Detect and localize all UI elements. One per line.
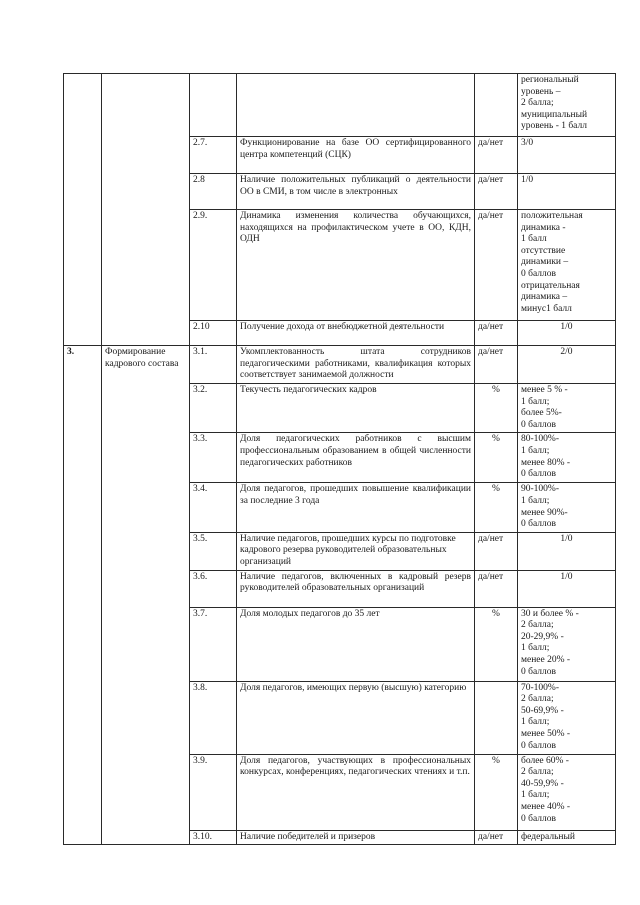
item-unit: да/нет	[475, 137, 518, 174]
score-text: федеральный	[521, 831, 575, 842]
item-description: Функционирование на базе ОО сертифицированного центра компетенций (СЦК)	[237, 137, 475, 174]
item-score	[518, 607, 616, 681]
item-description: Наличие педагогов, включенных в кадровый резерв руководителей образовательных организаций	[237, 570, 475, 607]
item-description: Доля педагогов, прошедших повышение квалификации за последние 3 года	[237, 483, 475, 532]
score-text: 1/0	[560, 533, 573, 544]
item-unit: %	[475, 433, 518, 483]
item-unit: да/нет	[475, 210, 518, 321]
item-unit: да/нет	[475, 321, 518, 346]
item-description: Текучесть педагогических кадров	[237, 384, 475, 433]
score-text: 80-100%- 1 балл; менее 80% - 0 баллов	[521, 434, 571, 480]
item-score	[518, 174, 616, 210]
score-text: 1/0	[560, 322, 573, 332]
item-code: 2.8	[190, 174, 237, 210]
item-unit: да/нет	[475, 570, 518, 607]
item-code: 3.8.	[190, 681, 237, 754]
item-unit	[475, 681, 518, 754]
item-code: 3.10.	[190, 830, 237, 845]
item-unit: да/нет	[475, 346, 518, 384]
item-description: Наличие победителей и призеров	[237, 830, 475, 845]
item-code: 3.1.	[190, 346, 237, 384]
item-description: Получение дохода от внебюджетной деятельности	[237, 321, 475, 346]
score-text: более 60% - 2 балла; 40-59,9% - 1 балл; менее 40% - 0 баллов	[521, 755, 571, 824]
item-unit	[475, 74, 518, 137]
item-code	[190, 74, 237, 137]
score-text: 1/0	[521, 175, 534, 185]
item-description: Доля педагогических работников с высшим профессиональным образованием в общей численности педагогических работников	[237, 433, 475, 483]
item-score	[518, 681, 616, 754]
item-code: 2.7.	[190, 137, 237, 174]
item-score	[518, 321, 616, 346]
item-unit: да/нет	[475, 174, 518, 210]
item-unit: %	[475, 754, 518, 830]
score-text: 70-100%- 2 балла; 50-69,9% - 1 балл; менее 50% - 0 баллов	[521, 682, 571, 751]
item-score	[518, 830, 616, 845]
item-score	[518, 532, 616, 570]
criteria-table	[63, 73, 616, 845]
item-score	[518, 210, 616, 321]
item-score	[518, 137, 616, 174]
item-score	[518, 483, 616, 532]
item-description: Наличие положительных публикаций о деятельности ОО в СМИ, в том числе в электронных	[237, 174, 475, 210]
score-text: региональный уровень – 2 балла; муниципальный уровень - 1 балл	[521, 75, 588, 132]
item-score	[518, 384, 616, 433]
item-code: 3.6.	[190, 570, 237, 607]
table-row	[64, 346, 616, 384]
item-unit: %	[475, 384, 518, 433]
item-unit: %	[475, 607, 518, 681]
item-score	[518, 346, 616, 384]
section-title: Формирование кадрового состава	[102, 346, 190, 845]
score-text: 1/0	[560, 571, 573, 582]
item-code: 3.3.	[190, 433, 237, 483]
item-code: 2.9.	[190, 210, 237, 321]
item-score	[518, 433, 616, 483]
item-code: 3.2.	[190, 384, 237, 433]
item-code: 2.10	[190, 321, 237, 346]
item-score	[518, 74, 616, 137]
item-unit: да/нет	[475, 532, 518, 570]
item-unit: %	[475, 483, 518, 532]
score-text: 30 и более % - 2 балла; 20-29,9% - 1 балл; менее 20% - 0 баллов	[521, 608, 579, 677]
item-score	[518, 570, 616, 607]
item-description: Доля молодых педагогов до 35 лет	[237, 607, 475, 681]
item-code: 3.7.	[190, 607, 237, 681]
item-description: Наличие педагогов, прошедших курсы по подготовке кадрового резерва руководителей образовательных организаций	[237, 532, 475, 570]
item-code: 3.5.	[190, 532, 237, 570]
item-description: Доля педагогов, имеющих первую (высшую) категорию	[237, 681, 475, 754]
section-number-cell	[64, 74, 102, 346]
score-text: 2/0	[560, 347, 573, 357]
score-text: менее 5 % - 1 балл; более 5%- 0 баллов	[521, 385, 568, 430]
item-description	[237, 74, 475, 137]
score-text: положительная динамика - 1 балл отсутствие динамики – 0 баллов отрицательная динамика – минус1 балл	[521, 211, 583, 314]
section-number: 3.	[64, 346, 102, 845]
table-row	[64, 74, 616, 137]
item-description: Динамика изменения количества обучающихся, находящихся на профилактическом учете в ОО, КДН, ОДН	[237, 210, 475, 321]
item-description: Укомплектованность штата сотрудников педагогическими работниками, квалификация которых соответствует занимаемой должности	[237, 346, 475, 384]
item-score	[518, 754, 616, 830]
item-code: 3.4.	[190, 483, 237, 532]
item-unit: да/нет	[475, 830, 518, 845]
section-title-cell	[102, 74, 190, 346]
item-description: Доля педагогов, участвующих в профессиональных конкурсах, конференциях, педагогических чтениях и т.п.	[237, 754, 475, 830]
score-text: 90-100%- 1 балл; менее 90%- 0 баллов	[521, 484, 568, 530]
score-text: 3/0	[521, 138, 534, 148]
item-code: 3.9.	[190, 754, 237, 830]
